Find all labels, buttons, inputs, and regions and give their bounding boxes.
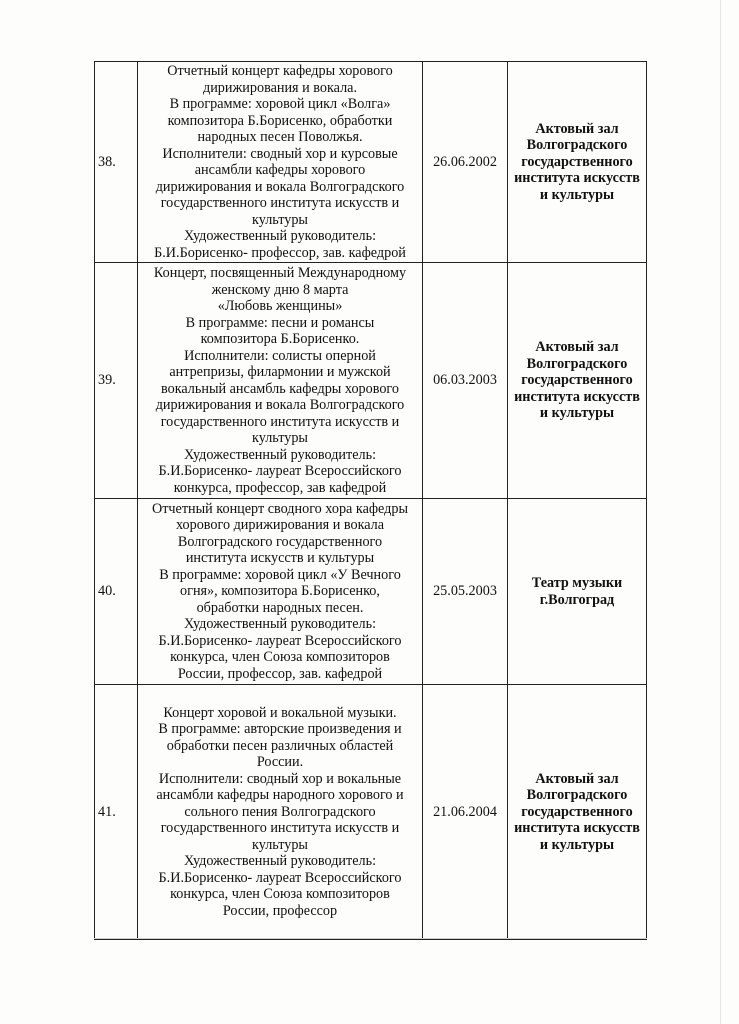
description-line: государственного института искусств и bbox=[160, 820, 400, 837]
row-venue bbox=[508, 685, 647, 940]
description-line: Волгоградского государственного bbox=[177, 533, 383, 550]
venue-line: института искусств bbox=[514, 388, 640, 405]
description-line: В программе: авторские произведения и bbox=[158, 721, 402, 738]
description-line: вокальный ансамбль кафедры хорового bbox=[161, 380, 399, 397]
description-line: хорового дирижирования и вокала bbox=[175, 517, 385, 534]
row-venue bbox=[508, 499, 647, 685]
venue-line: Волгоградского bbox=[526, 137, 628, 154]
description-line: Б.И.Борисенко- лауреат Всероссийского bbox=[158, 463, 402, 479]
description-line: культуры bbox=[252, 211, 308, 228]
venue-line: института искусств bbox=[514, 170, 640, 187]
description-line: Исполнители: солисты оперной bbox=[184, 347, 376, 364]
description-line: Художественный руководитель: bbox=[183, 616, 377, 633]
table-row bbox=[95, 62, 647, 263]
row-venue bbox=[508, 62, 647, 263]
description-line: композитора Б.Борисенко. bbox=[200, 331, 360, 347]
row-date: 21.06.2004 bbox=[423, 685, 508, 940]
description-line: конкурса, член Союза композиторов bbox=[170, 886, 390, 903]
table-row bbox=[95, 499, 647, 685]
description-line: обработки песен различных областей bbox=[166, 737, 394, 754]
description-line: Художественный руководитель: bbox=[183, 853, 377, 870]
description-line: женскому дню 8 марта bbox=[211, 281, 349, 298]
description-line: Б.И.Борисенко- лауреат Всероссийского bbox=[158, 632, 402, 649]
row-number: 40. bbox=[95, 499, 138, 685]
row-number: 38. bbox=[95, 62, 138, 263]
description-line: культуры bbox=[252, 836, 308, 853]
scan-edge-line bbox=[720, 0, 721, 1024]
venue-line: и культуры bbox=[539, 405, 615, 422]
venue-line: Театр музыки bbox=[531, 575, 623, 591]
description-line: дирижирования и вокала. bbox=[202, 79, 357, 96]
row-description bbox=[138, 685, 423, 940]
row-description bbox=[138, 499, 423, 685]
venue-line: и культуры bbox=[539, 186, 615, 203]
row-date: 25.05.2003 bbox=[423, 499, 508, 685]
description-line: В программе: хоровой цикл «Волга» bbox=[169, 96, 391, 112]
row-venue bbox=[508, 263, 647, 499]
description-line: Б.И.Борисенко- профессор, зав. кафедрой bbox=[154, 244, 406, 261]
description-line: Исполнители: сводный хор и вокальные bbox=[158, 770, 402, 787]
venue-line: государственного bbox=[521, 803, 633, 820]
description-line: дирижирования и вокала Волгоградского bbox=[155, 397, 405, 413]
description-line: В программе: хоровой цикл «У Вечного bbox=[159, 566, 401, 583]
venue-line: института искусств bbox=[514, 820, 640, 837]
row-number: 39. bbox=[95, 263, 138, 499]
table-row bbox=[95, 685, 647, 940]
row-description bbox=[138, 62, 423, 263]
row-description bbox=[138, 263, 423, 499]
description-line: ансамбли кафедры народного хорового и bbox=[156, 787, 404, 804]
description-line: Отчетный концерт кафедры хорового bbox=[167, 63, 393, 79]
description-line: Концерт, посвященный Международному bbox=[153, 265, 407, 281]
bottom-rule bbox=[94, 938, 647, 939]
venue-line: Волгоградского bbox=[526, 355, 628, 372]
description-line: государственного института искусств и bbox=[160, 195, 400, 211]
description-line: ансамбли кафедры хорового bbox=[194, 162, 366, 178]
venue-line: Волгоградского bbox=[526, 787, 628, 804]
description-line: Б.И.Борисенко- лауреат Всероссийского bbox=[158, 869, 402, 886]
description-line: Художественный руководитель: bbox=[183, 228, 377, 244]
description-line: России. bbox=[256, 754, 304, 771]
row-date: 06.03.2003 bbox=[423, 263, 508, 499]
row-date: 26.06.2002 bbox=[423, 62, 508, 263]
description-line: конкурса, профессор, зав кафедрой bbox=[173, 479, 387, 496]
description-line: народных песен Поволжья. bbox=[197, 129, 363, 145]
description-line: государственного института искусств и bbox=[160, 413, 400, 430]
table-row bbox=[95, 263, 647, 499]
description-line: дирижирования и вокала Волгоградского bbox=[155, 178, 405, 195]
description-line: огня», композитора Б.Борисенко, bbox=[180, 583, 380, 600]
venue-line: государственного bbox=[521, 372, 633, 389]
venue-line: Актовый зал bbox=[535, 339, 619, 356]
description-line: культуры bbox=[252, 430, 308, 446]
venue-line: г.Волгоград bbox=[539, 591, 615, 608]
concerts-table bbox=[94, 61, 647, 940]
venue-line: государственного bbox=[521, 153, 633, 170]
description-line: В программе: песни и романсы bbox=[185, 314, 375, 331]
venue-line: и культуры bbox=[539, 836, 615, 853]
venue-line: Актовый зал bbox=[535, 770, 619, 787]
description-line: России, профессор, зав. кафедрой bbox=[177, 665, 383, 682]
description-line: Отчетный концерт сводного хора кафедры bbox=[151, 500, 409, 517]
description-line: Концерт хоровой и вокальной музыки. bbox=[163, 704, 397, 721]
description-line: Художественный руководитель: bbox=[183, 446, 377, 463]
description-line: института искусств и культуры bbox=[185, 550, 375, 567]
description-line: антрепризы, филармонии и мужской bbox=[169, 364, 391, 380]
row-number: 41. bbox=[95, 685, 138, 940]
description-line: России, профессор bbox=[222, 902, 338, 919]
description-line: конкурса, член Союза композиторов bbox=[170, 649, 390, 666]
description-line: композитора Б.Борисенко, обработки bbox=[167, 112, 393, 129]
description-line: обработки народных песен. bbox=[196, 599, 364, 616]
description-line: сольного пения Волгоградского bbox=[184, 803, 376, 820]
description-line: Исполнители: сводный хор и курсовые bbox=[162, 145, 398, 162]
venue-line: Актовый зал bbox=[535, 120, 619, 137]
description-line: «Любовь женщины» bbox=[217, 298, 343, 314]
